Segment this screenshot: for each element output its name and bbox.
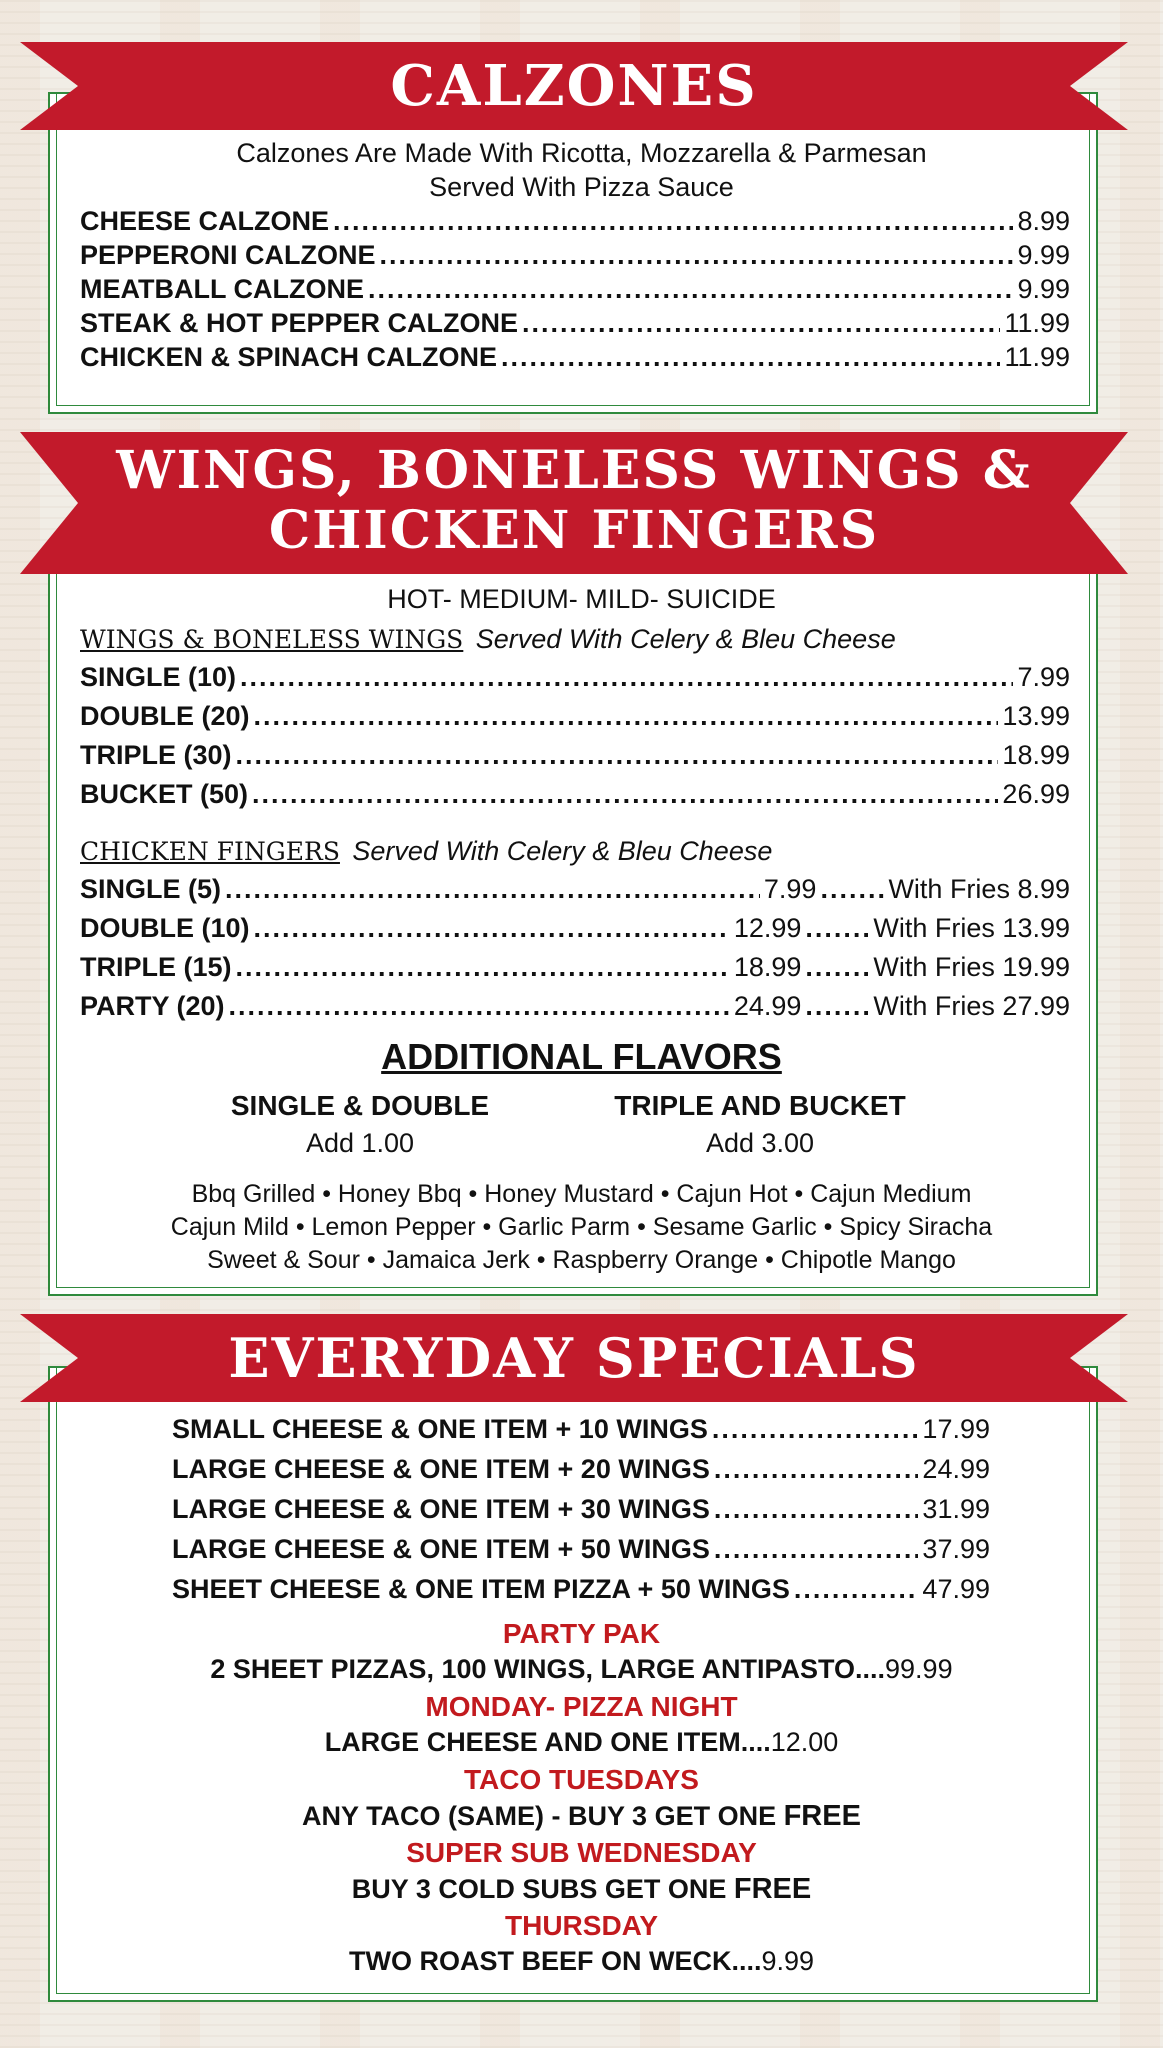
party-pak-text: 2 SHEET PIZZAS, 100 WINGS, LARGE ANTIPASTO.... xyxy=(210,1654,886,1684)
monday-heading: MONDAY- PIZZA NIGHT xyxy=(425,1691,738,1722)
special-item-sheet-50: SHEET CHEESE & ONE ITEM PIZZA + 50 WINGS ..... 47.99 xyxy=(172,1574,990,1605)
addl-col1-price: Add 1.00 xyxy=(305,1128,415,1158)
flavor-list-line2: Cajun Mild • Lemon Pepper • Garlic Parm • Sesame Garlic • Spicy Siracha xyxy=(170,1213,993,1241)
additional-flavors-title: ADDITIONAL FLAVORS xyxy=(381,1036,782,1077)
wings-item-double: DOUBLE (20) ..... 13.99 xyxy=(80,701,1070,732)
thursday-heading: THURSDAY xyxy=(505,1910,658,1941)
wednesday-heading: SUPER SUB WEDNESDAY xyxy=(406,1837,757,1868)
menu-item-meatball-calzone: MEATBALL CALZONE ..... 9.99 xyxy=(80,274,1070,305)
addl-col2-head: TRIPLE AND BUCKET xyxy=(614,1090,906,1121)
fingers-item-party: PARTY (20) ..... 24.99 ..... With Fries 27.99 xyxy=(80,991,1070,1022)
menu-item-cheese-calzone: CHEESE CALZONE ..... 8.99 xyxy=(80,206,1070,237)
tuesday-line xyxy=(0,1800,1163,1833)
tuesday-heading: TACO TUESDAYS xyxy=(464,1764,699,1795)
calzones-desc-line1: Calzones Are Made With Ricotta, Mozzarella & Parmesan xyxy=(236,138,927,168)
party-pak-price: 99.99 xyxy=(885,1654,953,1684)
special-item-large-50: LARGE CHEESE & ONE ITEM + 50 WINGS ..... 37.99 xyxy=(172,1534,990,1565)
thursday-text: TWO ROAST BEEF ON WECK.... xyxy=(348,1946,762,1976)
special-item-small-10: SMALL CHEESE & ONE ITEM + 10 WINGS ..... 17.99 xyxy=(172,1414,990,1445)
addl-col1-head: SINGLE & DOUBLE xyxy=(230,1090,490,1121)
fingers-item-double: DOUBLE (10) ..... 12.99 ..... With Fries 13.99 xyxy=(80,913,1070,944)
calzones-banner xyxy=(20,42,1128,130)
specials-banner xyxy=(20,1314,1128,1402)
wednesday-free: FREE xyxy=(733,1873,812,1905)
special-item-large-20: LARGE CHEESE & ONE ITEM + 20 WINGS ..... 24.99 xyxy=(172,1454,990,1485)
wings-title-line2: CHICKEN FINGERS xyxy=(268,500,880,561)
monday-line xyxy=(0,1727,1163,1758)
tuesday-text: ANY TACO (SAME) - BUY 3 GET ONE xyxy=(302,1801,784,1831)
wings-item-bucket: BUCKET (50) ..... 26.99 xyxy=(80,779,1070,810)
addl-col-single-double xyxy=(200,1090,520,1159)
wings-subhead-title: WINGS & BONELESS WINGS xyxy=(80,625,464,654)
monday-text: LARGE CHEESE AND ONE ITEM.... xyxy=(324,1727,771,1757)
wings-banner xyxy=(20,432,1128,574)
calzones-desc-line2: Served With Pizza Sauce xyxy=(429,172,734,202)
flavor-list-line3: Sweet & Sour • Jamaica Jerk • Raspberry Orange • Chipotle Mango xyxy=(207,1246,956,1274)
fingers-subhead-title: CHICKEN FINGERS xyxy=(80,837,340,866)
thursday-line xyxy=(0,1946,1163,1977)
party-pak-heading: PARTY PAK xyxy=(502,1618,661,1649)
wednesday-line xyxy=(0,1873,1163,1906)
menu-item-steak-calzone: STEAK & HOT PEPPER CALZONE ..... 11.99 xyxy=(80,308,1070,339)
thursday-price: 9.99 xyxy=(761,1946,815,1976)
wings-item-single: SINGLE (10) ..... 7.99 xyxy=(80,662,1070,693)
menu-item-pepperoni-calzone: PEPPERONI CALZONE ..... 9.99 xyxy=(80,240,1070,271)
wings-item-triple: TRIPLE (30) ..... 18.99 xyxy=(80,740,1070,771)
addl-col2-price: Add 3.00 xyxy=(705,1128,815,1158)
heat-levels: HOT- MEDIUM- MILD- SUICIDE xyxy=(387,584,776,614)
wednesday-text: BUY 3 COLD SUBS GET ONE xyxy=(351,1874,734,1904)
monday-price: 12.00 xyxy=(770,1727,839,1757)
special-item-large-30: LARGE CHEESE & ONE ITEM + 30 WINGS ..... 31.99 xyxy=(172,1494,990,1525)
fingers-item-triple: TRIPLE (15) ..... 18.99 ..... With Fries 19.99 xyxy=(80,952,1070,983)
menu-item-chicken-spinach-calzone: CHICKEN & SPINACH CALZONE ..... 11.99 xyxy=(80,342,1070,373)
tuesday-free: FREE xyxy=(783,1800,861,1832)
wings-subheading xyxy=(80,624,896,655)
wings-title-line1: WINGS, BONELESS WINGS & xyxy=(116,440,1032,501)
fingers-item-single: SINGLE (5) ..... 7.99 ..... With Fries 8.99 xyxy=(80,874,1070,905)
fingers-subheading xyxy=(80,836,772,867)
addl-col-triple-bucket xyxy=(600,1090,920,1159)
fingers-subhead-note: Served With Celery & Bleu Cheese xyxy=(352,836,773,866)
flavor-list-line1: Bbq Grilled • Honey Bbq • Honey Mustard • Cajun Hot • Cajun Medium xyxy=(191,1180,972,1208)
wings-subhead-note: Served With Celery & Bleu Cheese xyxy=(475,624,896,654)
calzones-title: CALZONES xyxy=(390,53,758,119)
party-pak-line xyxy=(0,1654,1163,1685)
specials-title: EVERYDAY SPECIALS xyxy=(228,1326,920,1390)
